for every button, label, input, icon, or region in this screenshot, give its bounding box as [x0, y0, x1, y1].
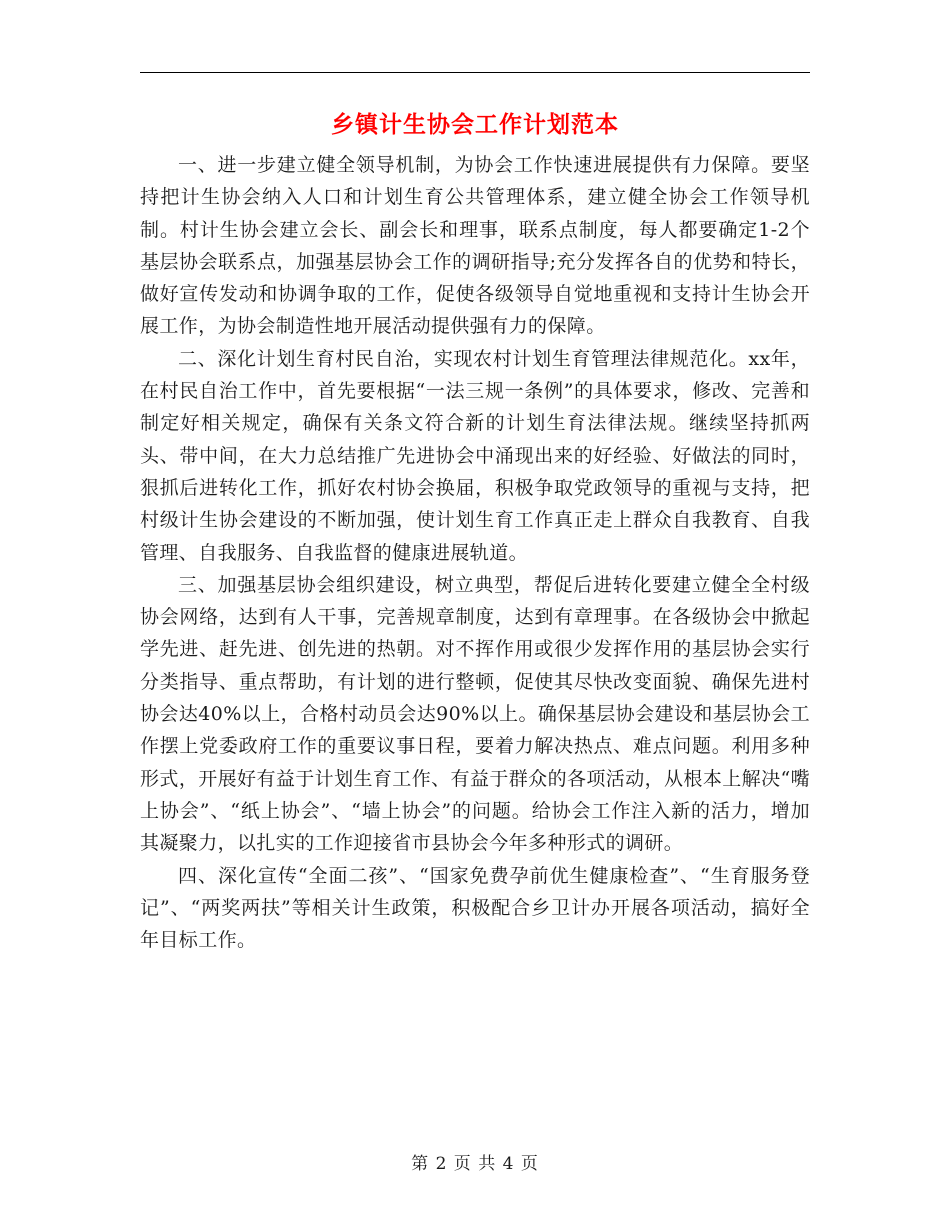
- paragraph-1: 一、进一步建立健全领导机制，为协会工作快速进展提供有力保障。要坚持把计生协会纳入人口和计划生育公共管理体系，建立健全协会工作领导机制。村计生协会建立会长、副会长和理事，联系点制度，每人都要确定1-2个基层协会联系点，加强基层协会工作的调研指导;充分发挥各自的优势和特长，做好宣传发动和协调争取的工作，促使各级领导自觉地重视和支持计生协会开展工作，为协会制造性地开展活动提供强有力的保障。: [140, 154, 810, 338]
- document-title: 乡镇计生协会工作计划范本: [331, 111, 619, 138]
- header-rule: [140, 72, 810, 73]
- page-number-footer: 第 2 页 共 4 页: [411, 1154, 539, 1174]
- document-body: [140, 149, 810, 956]
- paragraph-2: 二、深化计划生育村民自治，实现农村计划生育管理法律规范化。xx年，在村民自治工作中，首先要根据“一法三规一条例”的具体要求，修改、完善和制定好相关规定，确保有关条文符合新的计划生育法律法规。继续坚持抓两头、带中间，在大力总结推广先进协会中涌现出来的好经验、好做法的同时，狠抓后进转化工作，抓好农村协会换届，积极争取党政领导的重视与支持，把村级计生协会建设的不断加强，使计划生育工作真正走上群众自我教育、自我管理、自我服务、自我监督的健康进展轨道。: [140, 347, 810, 564]
- paragraph-4: 四、深化宣传“全面二孩”、“国家免费孕前优生健康检查”、“生育服务登记”、“两奖两扶”等相关计生政策，积极配合乡卫计办开展各项活动，搞好全年目标工作。: [140, 864, 810, 952]
- paragraph-3: 三、加强基层协会组织建设，树立典型，帮促后进转化要建立健全全村级协会网络，达到有人干事，完善规章制度，达到有章理事。在各级协会中掀起学先进、赶先进、创先进的热朝。对不挥作用或很少发挥作用的基层协会实行分类指导、重点帮助，有计划的进行整顿，促使其尽快改变面貌、确保先进村协会达40%以上，合格村动员会达90%以上。确保基层协会建设和基层协会工作摆上党委政府工作的重要议事日程，要着力解决热点、难点问题。利用多种形式，开展好有益于计划生育工作、有益于群众的各项活动，从根本上解决“嘴上协会”、“纸上协会”、“墙上协会”的问题。给协会工作注入新的活力，增加其凝聚力，以扎实的工作迎接省市县协会今年多种形式的调研。: [140, 573, 810, 855]
